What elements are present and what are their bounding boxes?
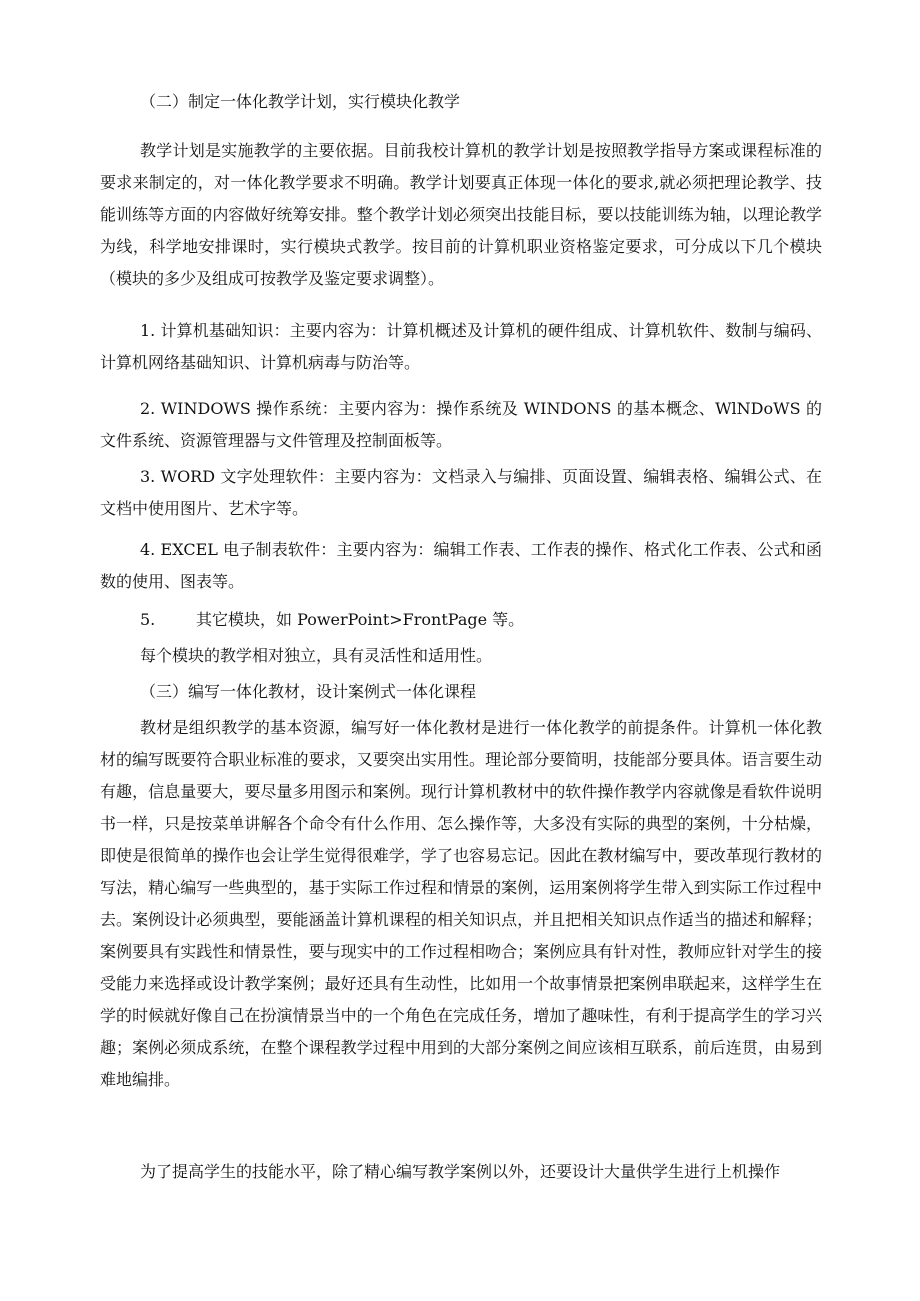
list-item-4: 4. EXCEL 电子制表软件：主要内容为：编辑工作表、工作表的操作、格式化工作表、公式和函数的使用、图表等。 <box>100 540 822 591</box>
list-item-1: 1. 计算机基础知识：主要内容为：计算机概述及计算机的硬件组成、计算机软件、数制与编码、计算机网络基础知识、计算机病毒与防治等。 <box>100 321 822 372</box>
paragraph-textbook: 教材是组织教学的基本资源，编写好一体化教材是进行一体化教学的前提条件。计算机一体化教材的编写既要符合职业标准的要求，又要突出实用性。理论部分要简明，技能部分要具体。语言要生动有趣，信息量要大，要尽量多用图示和案例。现行计算机教材中的软件操作教学内容就像是看软件说明书一样，只是按菜单讲解各个命令有什么作用、怎么操作等，大多没有实际的典型的案例，十分枯燥，即使是很简单的操作也会让学生觉得很难学，学了也容易忘记。因此在教材编写中，要改革现行教材的写法，精心编写一些典型的，基于实际工作过程和情景的案例，运用案例将学生带入到实际工作过程中去。案例设计必须典型，要能涵盖计算机课程的相关知识点，并且把相关知识点作适当的描述和解释；案例要具有实践性和情景性，要与现实中的工作过程相吻合；案例应具有针对性，教师应针对学生的接受能力来选择或设计教学案例；最好还具有生动性，比如用一个故事情景把案例串联起来，这样学生在学的时候就好像自己在扮演情景当中的一个角色在完成任务，增加了趣味性，有利于提高学生的学习兴趣；案例必须成系统，在整个课程教学过程中用到的大部分案例之间应该相互联系，前后连贯，由易到难地编排。 <box>100 718 822 1089</box>
list-item-2: 2. WINDOWS 操作系统：主要内容为：操作系统及 WINDONS 的基本概念、WlNDoWS 的文件系统、资源管理器与文件管理及控制面板等。 <box>100 399 822 450</box>
paragraph-skill-level: 为了提高学生的技能水平，除了精心编写教学案例以外，还要设计大量供学生进行上机操作 <box>140 1162 781 1181</box>
paragraph-module-summary: 每个模块的教学相对独立，具有灵活性和适用性。 <box>140 646 493 665</box>
list-item-5-number: 5. <box>140 610 156 629</box>
paragraph-teaching-plan: 教学计划是实施教学的主要依据。目前我校计算机的教学计划是按照教学指导方案或课程标准的要求来制定的，对一体化教学要求不明确。教学计划要真正体现一体化的要求,就必须把理论教学、技能训练等方面的内容做好统筹安排。整个教学计划必须突出技能目标，要以技能训练为轴，以理论教学为线，科学地安排课时，实行模块式教学。按目前的计算机职业资格鉴定要求，可分成以下几个模块（模块的多少及组成可按教学及鉴定要求调整）。 <box>100 141 822 288</box>
section-heading-2: （二）制定一体化教学计划，实行模块化教学 <box>140 92 461 111</box>
section-heading-3: （三）编写一体化教材，设计案例式一体化课程 <box>140 682 477 701</box>
list-item-5-text: 其它模块，如 PowerPoint>FrontPage 等。 <box>196 610 525 629</box>
list-item-3: 3. WORD 文字处理软件：主要内容为：文档录入与编排、页面设置、编辑表格、编辑公式、在文档中使用图片、艺术字等。 <box>100 467 822 518</box>
list-item-5 <box>140 604 822 636</box>
